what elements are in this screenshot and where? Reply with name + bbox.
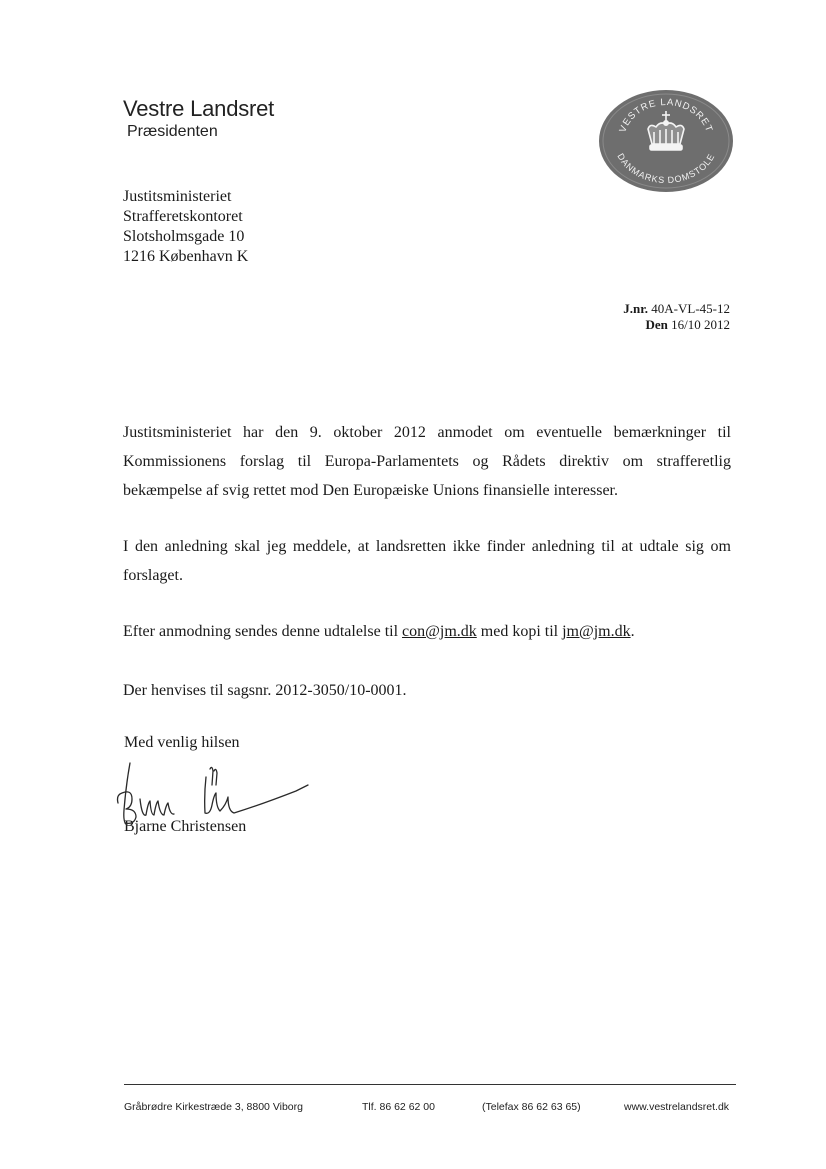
reference-block bbox=[623, 301, 730, 333]
letter-date-label: Den bbox=[645, 317, 668, 332]
recipient-line: 1216 København K bbox=[123, 248, 249, 265]
paragraph-case-reference: Der henvises til sagsnr. 2012-3050/10-0001. bbox=[123, 682, 407, 699]
seal-bottom-text: DANMARKS DOMSTOLE bbox=[615, 151, 717, 186]
letter-date-value: 16/10 2012 bbox=[671, 317, 730, 332]
footer-fax: (Telefax 86 62 63 65) bbox=[482, 1101, 581, 1113]
paragraph-response: I den anledning skal jeg meddele, at landsretten ikke finder anledning til at udtale sig om forslaget. bbox=[123, 538, 731, 584]
recipient-line: Strafferetskontoret bbox=[123, 208, 243, 225]
court-seal bbox=[598, 89, 734, 193]
handwritten-signature bbox=[110, 755, 315, 835]
paragraph-request: Justitsministeriet har den 9. oktober 2012 anmodet om eventuelle bemærkninger til Kommissionens forslag til Europa-Parlamentets og Rådets direktiv om strafferetlig bekæmpelse af svig rettet mod Den Europæiske Unions finansielle interesser. bbox=[123, 424, 731, 499]
email-link-con[interactable]: con@jm.dk bbox=[402, 623, 477, 640]
court-role: Præsidenten bbox=[127, 123, 218, 140]
footer-divider bbox=[124, 1084, 736, 1085]
journal-number bbox=[623, 301, 730, 317]
paragraph-distribution bbox=[123, 617, 731, 646]
journal-number-label: J.nr. bbox=[623, 301, 649, 316]
distribution-suffix: . bbox=[630, 623, 635, 640]
recipient-line: Slotsholmsgade 10 bbox=[123, 228, 245, 245]
footer-website[interactable]: www.vestrelandsret.dk bbox=[624, 1101, 730, 1113]
recipient-address bbox=[123, 187, 248, 267]
court-name: Vestre Landsret bbox=[123, 96, 275, 121]
distribution-middle: med kopi til bbox=[476, 623, 563, 640]
signer-name: Bjarne Christensen bbox=[124, 818, 247, 835]
recipient-line: Justitsministeriet bbox=[123, 188, 232, 205]
footer-phone: Tlf. 86 62 62 00 bbox=[362, 1101, 435, 1113]
closing-greeting: Med venlig hilsen bbox=[124, 734, 240, 751]
footer-address: Gråbrødre Kirkestræde 3, 8800 Viborg bbox=[124, 1101, 303, 1113]
seal-top-text: VESTRE LANDSRET bbox=[617, 96, 715, 135]
journal-number-value: 40A-VL-45-12 bbox=[651, 301, 730, 316]
letter-date bbox=[623, 317, 730, 333]
distribution-prefix: Efter anmodning sendes denne udtalelse til bbox=[123, 623, 403, 640]
email-link-jm[interactable]: jm@jm.dk bbox=[562, 623, 631, 640]
